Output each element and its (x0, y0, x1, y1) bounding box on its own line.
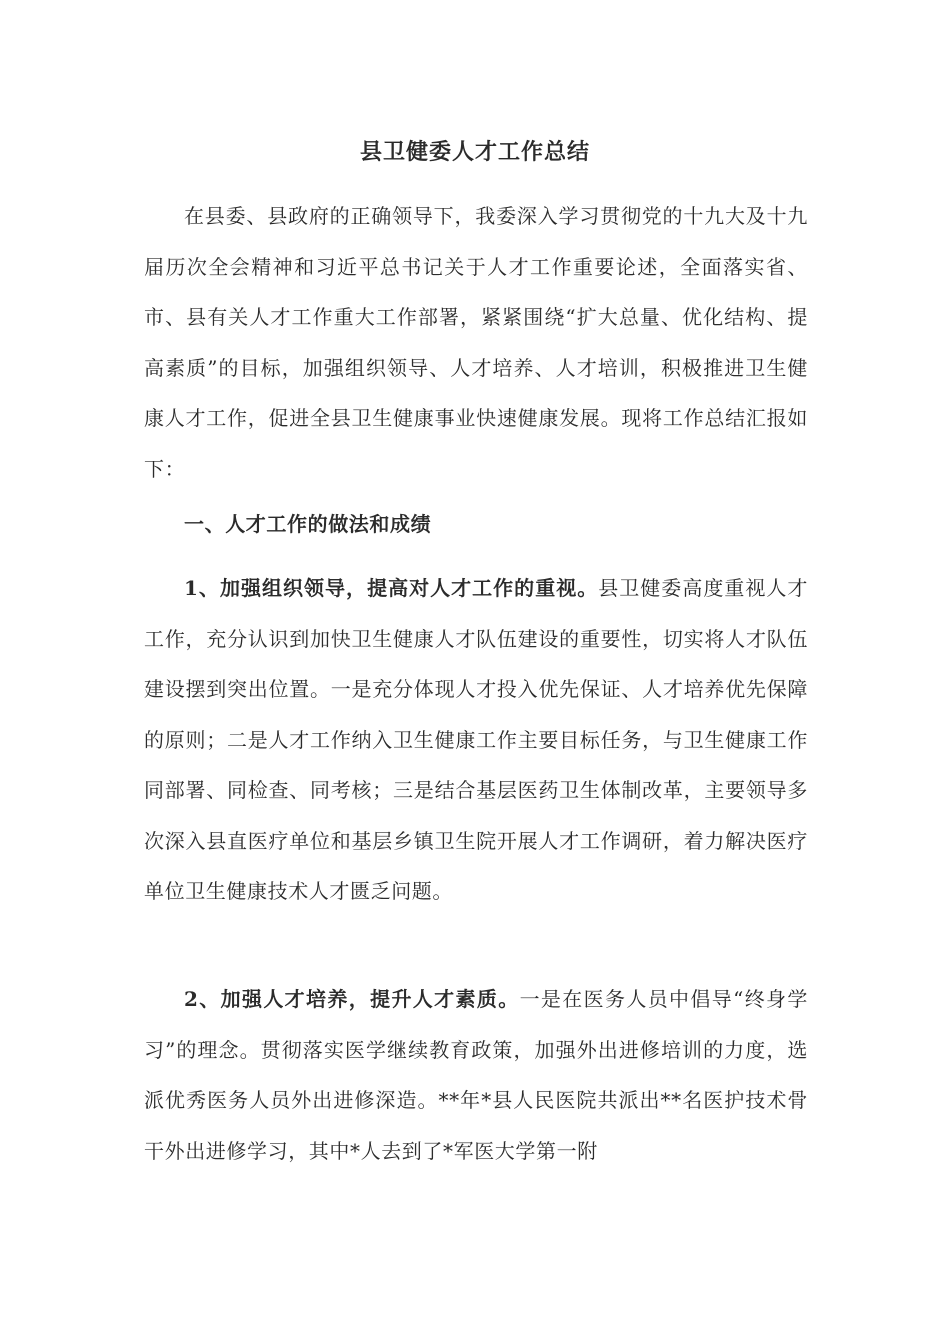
item-2-paragraph (144, 974, 808, 1176)
section-heading (144, 499, 808, 550)
item-2-lead: 2、加强人才培养，提升人才素质。 (184, 987, 520, 1011)
item-1-paragraph (144, 563, 808, 917)
item-2-body: 一是在医务人员中倡导“终身学习”的理念。贯彻落实医学继续教育政策，加强外出进修培训的力度，选派优秀医务人员外出进修深造。**年*县人民医院共派出**名医护技术骨干外出进修学习，其中*人去到了*军医大学第一附 (144, 987, 809, 1163)
item-1-body: 县卫健委高度重视人才工作，充分认识到加快卫生健康人才队伍建设的重要性，切实将人才队伍建设摆到突出位置。一是充分体现人才投入优先保证、人才培养优先保障的原则；二是人才工作纳入卫生健康工作主要目标任务，与卫生健康工作同部署、同检查、同考核；三是结合基层医药卫生体制改革，主要领导多次深入县直医疗单位和基层乡镇卫生院开展人才工作调研，着力解决医疗单位卫生健康技术人才匮乏问题。 (144, 576, 808, 903)
section-heading-text: 一、人才工作的做法和成绩 (184, 512, 432, 536)
document-title: 县卫健委人才工作总结 (359, 139, 590, 165)
item-1-lead: 1、加强组织领导，提高对人才工作的重视。 (184, 576, 599, 600)
intro-paragraph: 在县委、县政府的正确领导下，我委深入学习贯彻党的十九大及十九届历次全会精神和习近平总书记关于人才工作重要论述，全面落实省、市、县有关人才工作重大工作部署，紧紧围绕“扩大总量、优化结构、提高素质”的目标，加强组织领导、人才培养、人才培训，积极推进卫生健康人才工作，促进全县卫生健康事业快速健康发展。现将工作总结汇报如下： (144, 204, 808, 481)
